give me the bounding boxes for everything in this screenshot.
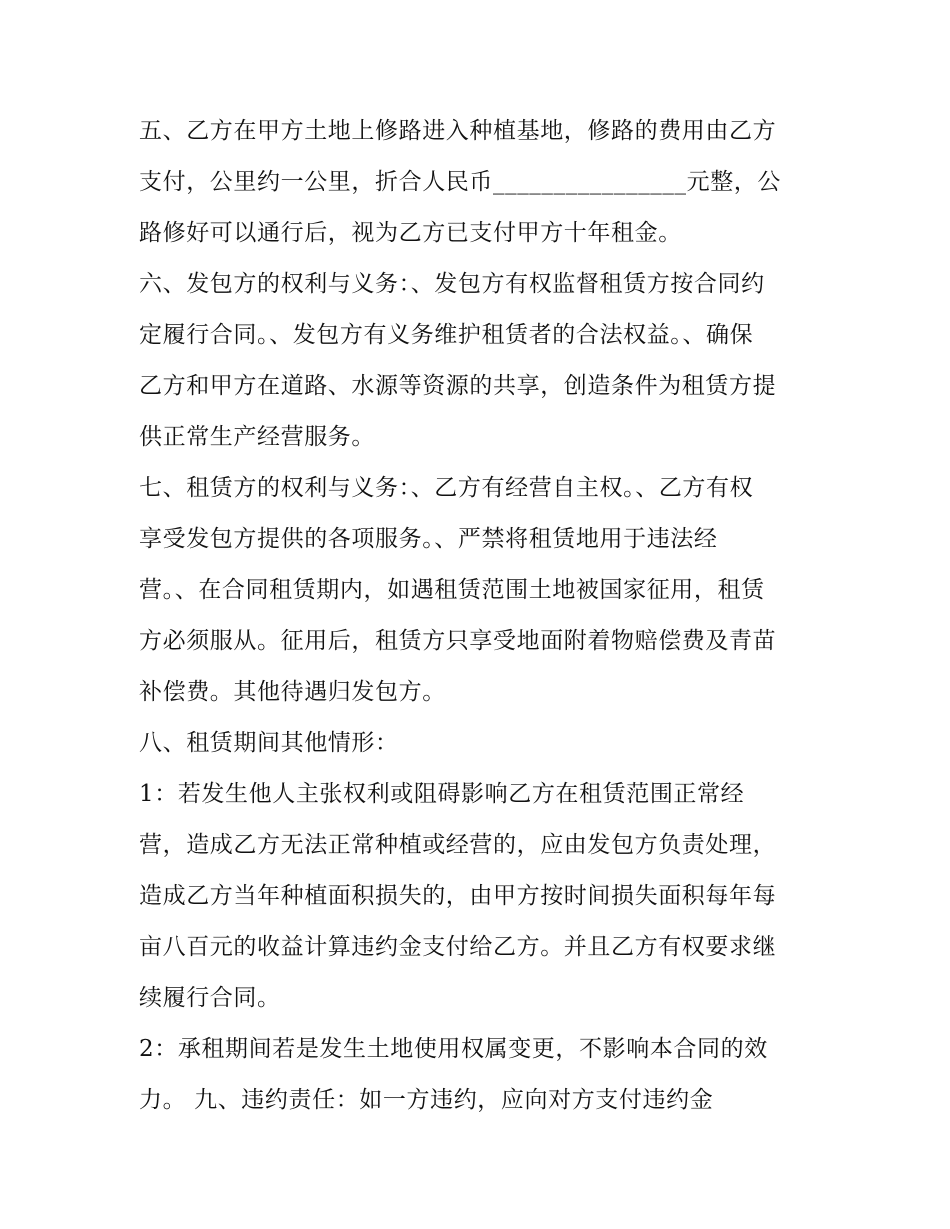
text-line: 营，造成乙方无法正常种植或经营的，应由发包方负责处理，	[139, 832, 777, 858]
text-line: 造成乙方当年种植面积损失的，由甲方按时间损失面积每年每	[139, 883, 777, 909]
text-line: 支付，公里约一公里，折合人民币________________元整，公	[139, 169, 781, 195]
text-line: 力。 九、违约责任：如一方违约，应向对方支付违约金	[139, 1087, 714, 1113]
text-line: 2：承租期间若是发生土地使用权属变更，不影响本合同的效	[139, 1036, 768, 1062]
text-line: 定履行合同。、发包方有义务维护租赁者的合法权益。、确保	[139, 322, 754, 348]
text-line: 乙方和甲方在道路、水源等资源的共享，创造条件为租赁方提	[139, 373, 777, 399]
text-line: 补偿费。其他待遇归发包方。	[139, 679, 446, 705]
text-line: 八、租赁期间其他情形：	[139, 730, 399, 756]
text-line: 六、发包方的权利与义务：、发包方有权监督租赁方按合同约	[139, 271, 765, 297]
contract-text	[139, 106, 819, 1126]
text-line: 七、租赁方的权利与义务：、乙方有经营自主权。、乙方有权	[139, 475, 754, 501]
text-line: 路修好可以通行后，视为乙方已支付甲方十年租金。	[139, 220, 682, 246]
text-line: 方必须服从。征用后，租赁方只享受地面附着物赔偿费及青苗	[139, 628, 777, 654]
text-line: 供正常生产经营服务。	[139, 424, 375, 450]
text-line: 五、乙方在甲方土地上修路进入种植基地，修路的费用由乙方	[139, 118, 777, 144]
text-line: 营。、在合同租赁期内，如遇租赁范围土地被国家征用，租赁	[139, 577, 765, 603]
text-line: 1：若发生他人主张权利或阻碍影响乙方在租赁范围正常经	[139, 781, 745, 807]
text-line: 亩八百元的收益计算违约金支付给乙方。并且乙方有权要求继	[139, 934, 777, 960]
text-line: 享受发包方提供的各项服务。、严禁将租赁地用于违法经	[139, 526, 718, 552]
text-line: 续履行合同。	[139, 985, 281, 1011]
